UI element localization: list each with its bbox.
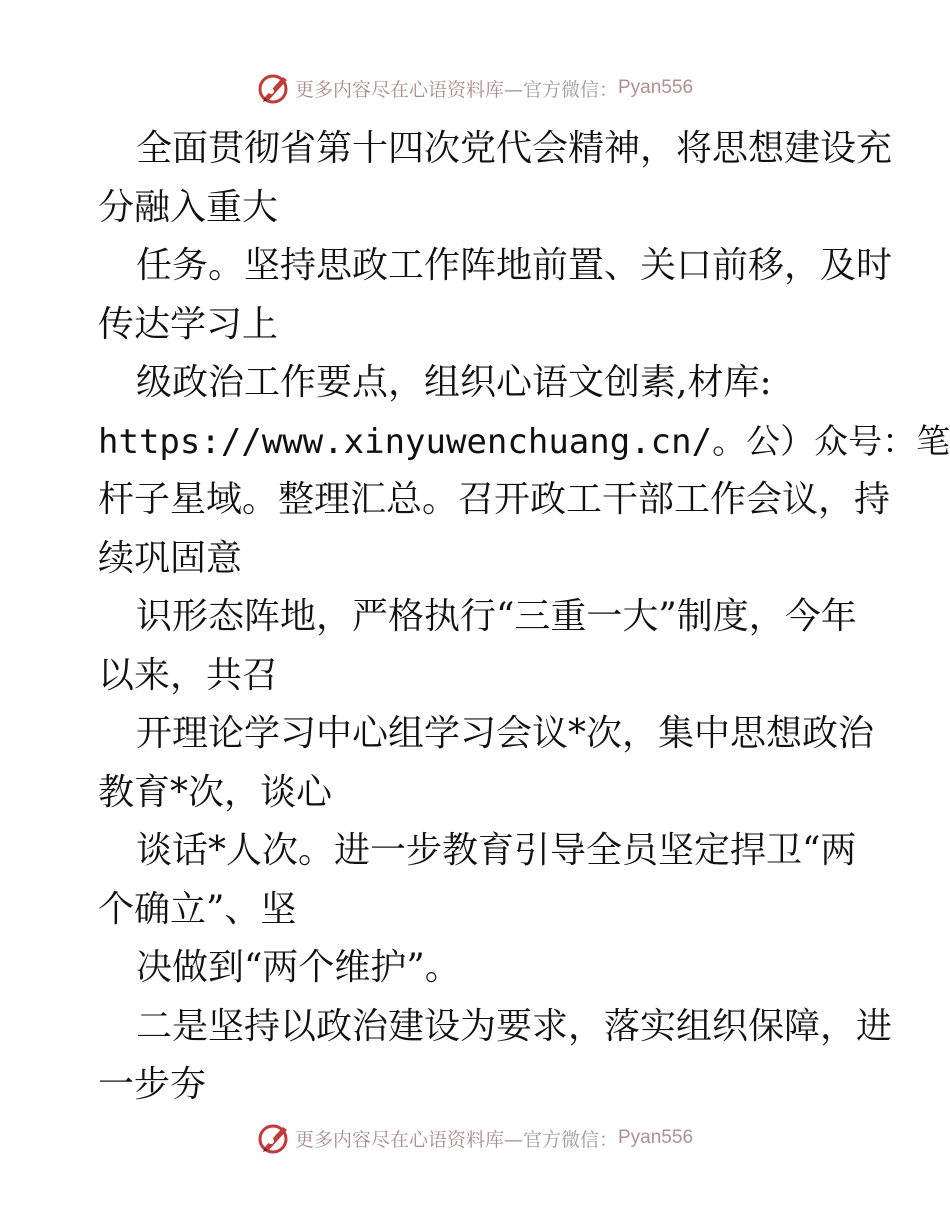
body-line: 以来，共召 (98, 654, 279, 696)
pen-logo-icon (257, 1121, 291, 1155)
body-line: 续巩固意 (98, 537, 243, 579)
header-watermark (0, 68, 950, 108)
footer-wechat-label: 官方微信： (522, 1128, 618, 1151)
body-line: 谈话*人次。进一步教育引导全员坚定捍卫“两 (136, 830, 857, 871)
footer-watermark-text: 更多内容尽在心语资料库— (294, 1128, 523, 1151)
header-wechat-id: Pyan556 (618, 77, 694, 98)
body-line: 分融入重大 (98, 186, 279, 228)
body-line-url: https://www.xinyuwenchuang.cn/。公）众号：笔 (98, 421, 950, 462)
body-line: 教育*次，谈心 (98, 771, 333, 813)
header-watermark-text: 更多内容尽在心语资料库— (294, 78, 523, 101)
body-line: 全面贯彻省第十四次党代会精神，将思想建设充 (136, 128, 893, 169)
footer-wechat-id: Pyan556 (618, 1127, 694, 1148)
body-line: 二是坚持以政治建设为要求，落实组织保障，进 (136, 1005, 893, 1047)
body-line: 任务。坚持思政工作阵地前置、关口前移，及时 (136, 245, 893, 286)
pen-logo-icon (257, 71, 291, 105)
footer-watermark (0, 1118, 950, 1158)
header-wechat-label: 官方微信： (522, 78, 618, 101)
body-line: 传达学习上 (98, 303, 279, 345)
body-line: 识形态阵地，严格执行“三重一大”制度，今年 (136, 596, 857, 637)
body-line: 级政治工作要点，组织心语文创素,材库: (136, 362, 772, 403)
body-line: 个确立”、坚 (98, 888, 297, 930)
body-text (98, 120, 950, 1115)
body-line: 决做到“两个维护”。 (136, 947, 461, 988)
body-line: 一步夯 (98, 1064, 207, 1105)
body-line: 杆子星域。整理汇总。召开政工干部工作会议，持 (98, 479, 891, 520)
body-line: 开理论学习中心组学习会议*次，集中思想政治 (136, 713, 875, 754)
